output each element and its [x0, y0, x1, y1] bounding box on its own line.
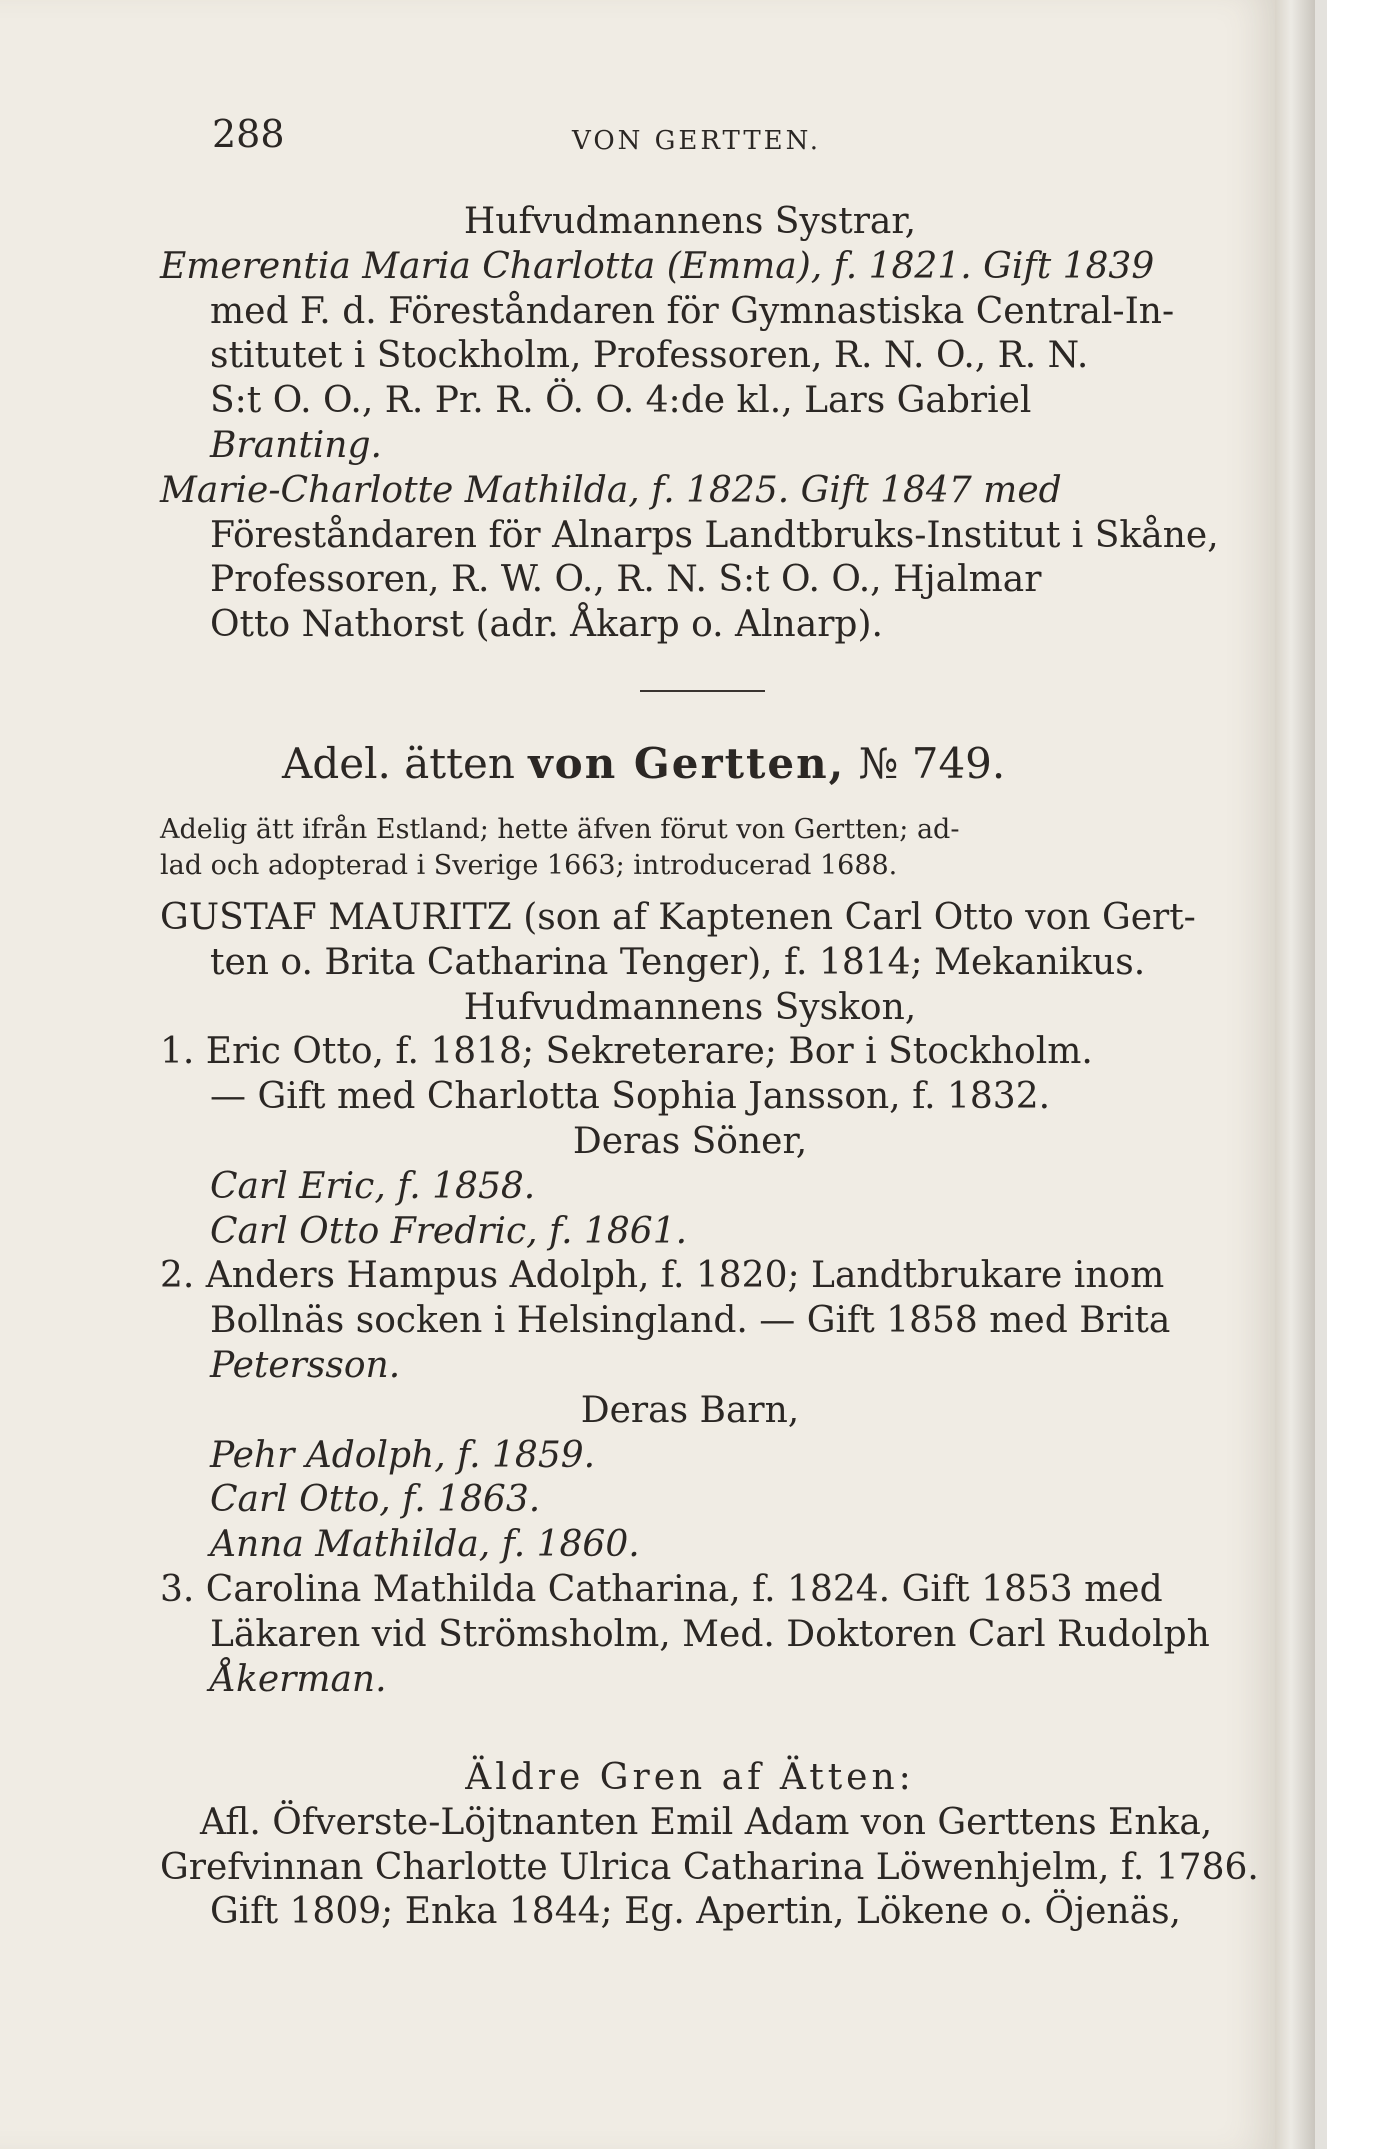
- page-number: 288: [212, 112, 285, 156]
- entry-line: Grefvinnan Charlotte Ulrica Catharina Löwenhjelm, f. 1786.: [160, 1846, 1259, 1888]
- subheading: Hufvudmannens Systrar,: [463, 201, 917, 242]
- intro-line: Adelig ätt ifrån Estland; hette äfven förut von Gertten; ad-: [160, 814, 960, 845]
- entry-line: Gift 1809; Enka 1844; Eg. Apertin, Lökene o. Öjenäs,: [210, 1891, 1181, 1933]
- entry-line: med F. d. Föreståndaren för Gymnastiska Central-In-: [210, 290, 1175, 332]
- page-edge: [1275, 0, 1315, 2149]
- section-main: [160, 896, 1220, 1702]
- entry-line: Professoren, R. W. O., R. N. S:t O. O., Hjalmar: [210, 559, 1042, 601]
- subheading: Deras Barn,: [580, 1389, 800, 1431]
- entry-line: Marie-Charlotte Mathilda, f. 1825. Gift 1847 med: [160, 469, 1062, 511]
- entry-line: 3. Carolina Mathilda Catharina, f. 1824. Gift 1853 med: [160, 1568, 1163, 1610]
- entry-line: Carl Otto Fredric, f. 1861.: [210, 1210, 688, 1252]
- entry-line: Anna Mathilda, f. 1860.: [210, 1524, 640, 1566]
- entry-line: ten o. Brita Catharina Tenger), f. 1814; Mekanikus.: [210, 941, 1146, 983]
- entry-line: Åkerman.: [210, 1658, 387, 1700]
- entry-line: Pehr Adolph, f. 1859.: [210, 1434, 596, 1476]
- entry-line: Carl Otto, f. 1863.: [210, 1479, 541, 1521]
- running-head: VON GERTTEN.: [572, 126, 822, 156]
- page-edge-outer: [1315, 0, 1327, 2149]
- entry-line: GUSTAF MAURITZ (son af Kaptenen Carl Otto von Gert-: [160, 897, 1196, 938]
- entry-line: Emerentia Maria Charlotta (Emma), f. 1821. Gift 1839: [160, 245, 1155, 287]
- subheading: Hufvudmannens Syskon,: [463, 986, 917, 1028]
- entry-line: Läkaren vid Strömsholm, Med. Doktoren Carl Rudolph: [210, 1613, 1210, 1655]
- entry-line: Afl. Öfverste-Löjtnanten Emil Adam von Gerttens Enka,: [200, 1801, 1213, 1843]
- entry-line: Otto Nathorst (adr. Åkarp o. Alnarp).: [210, 604, 883, 646]
- subheading: Deras Söner,: [572, 1120, 808, 1162]
- intro-line: lad och adopterad i Sverige 1663; introducerad 1688.: [160, 850, 898, 881]
- entry-line: Branting.: [210, 424, 382, 466]
- entry-line: 2. Anders Hampus Adolph, f. 1820; Landtbrukare inom: [160, 1255, 1165, 1297]
- family-title: [282, 736, 1142, 792]
- title-number: № 749.: [858, 739, 1006, 788]
- title-prefix: Adel. ätten: [282, 739, 515, 788]
- entry-line: Föreståndaren för Alnarps Landtbruks-Institut i Skåne,: [210, 514, 1219, 556]
- title-name: von Gertten,: [528, 739, 846, 788]
- page-header: [212, 112, 832, 162]
- entry-line: 1. Eric Otto, f. 1818; Sekreterare; Bor i Stockholm.: [160, 1031, 1093, 1073]
- section-divider: [640, 690, 765, 692]
- entry-line: Petersson.: [210, 1344, 401, 1386]
- entry-line: stitutet i Stockholm, Professoren, R. N. O., R. N.: [210, 335, 1089, 377]
- entry-line: S:t O. O., R. Pr. R. Ö. O. 4:de kl., Lars Gabriel: [210, 380, 1032, 422]
- subheading: Äldre Gren af Ätten:: [465, 1757, 915, 1798]
- entry-line: Carl Eric, f. 1858.: [210, 1165, 536, 1207]
- section-older-branch: [160, 1756, 1259, 1935]
- entry-line: Bollnäs socken i Helsingland. — Gift 1858 med Brita: [210, 1300, 1171, 1342]
- section-sisters: [160, 200, 1220, 648]
- entry-line: — Gift med Charlotta Sophia Jansson, f. 1832.: [210, 1076, 1051, 1118]
